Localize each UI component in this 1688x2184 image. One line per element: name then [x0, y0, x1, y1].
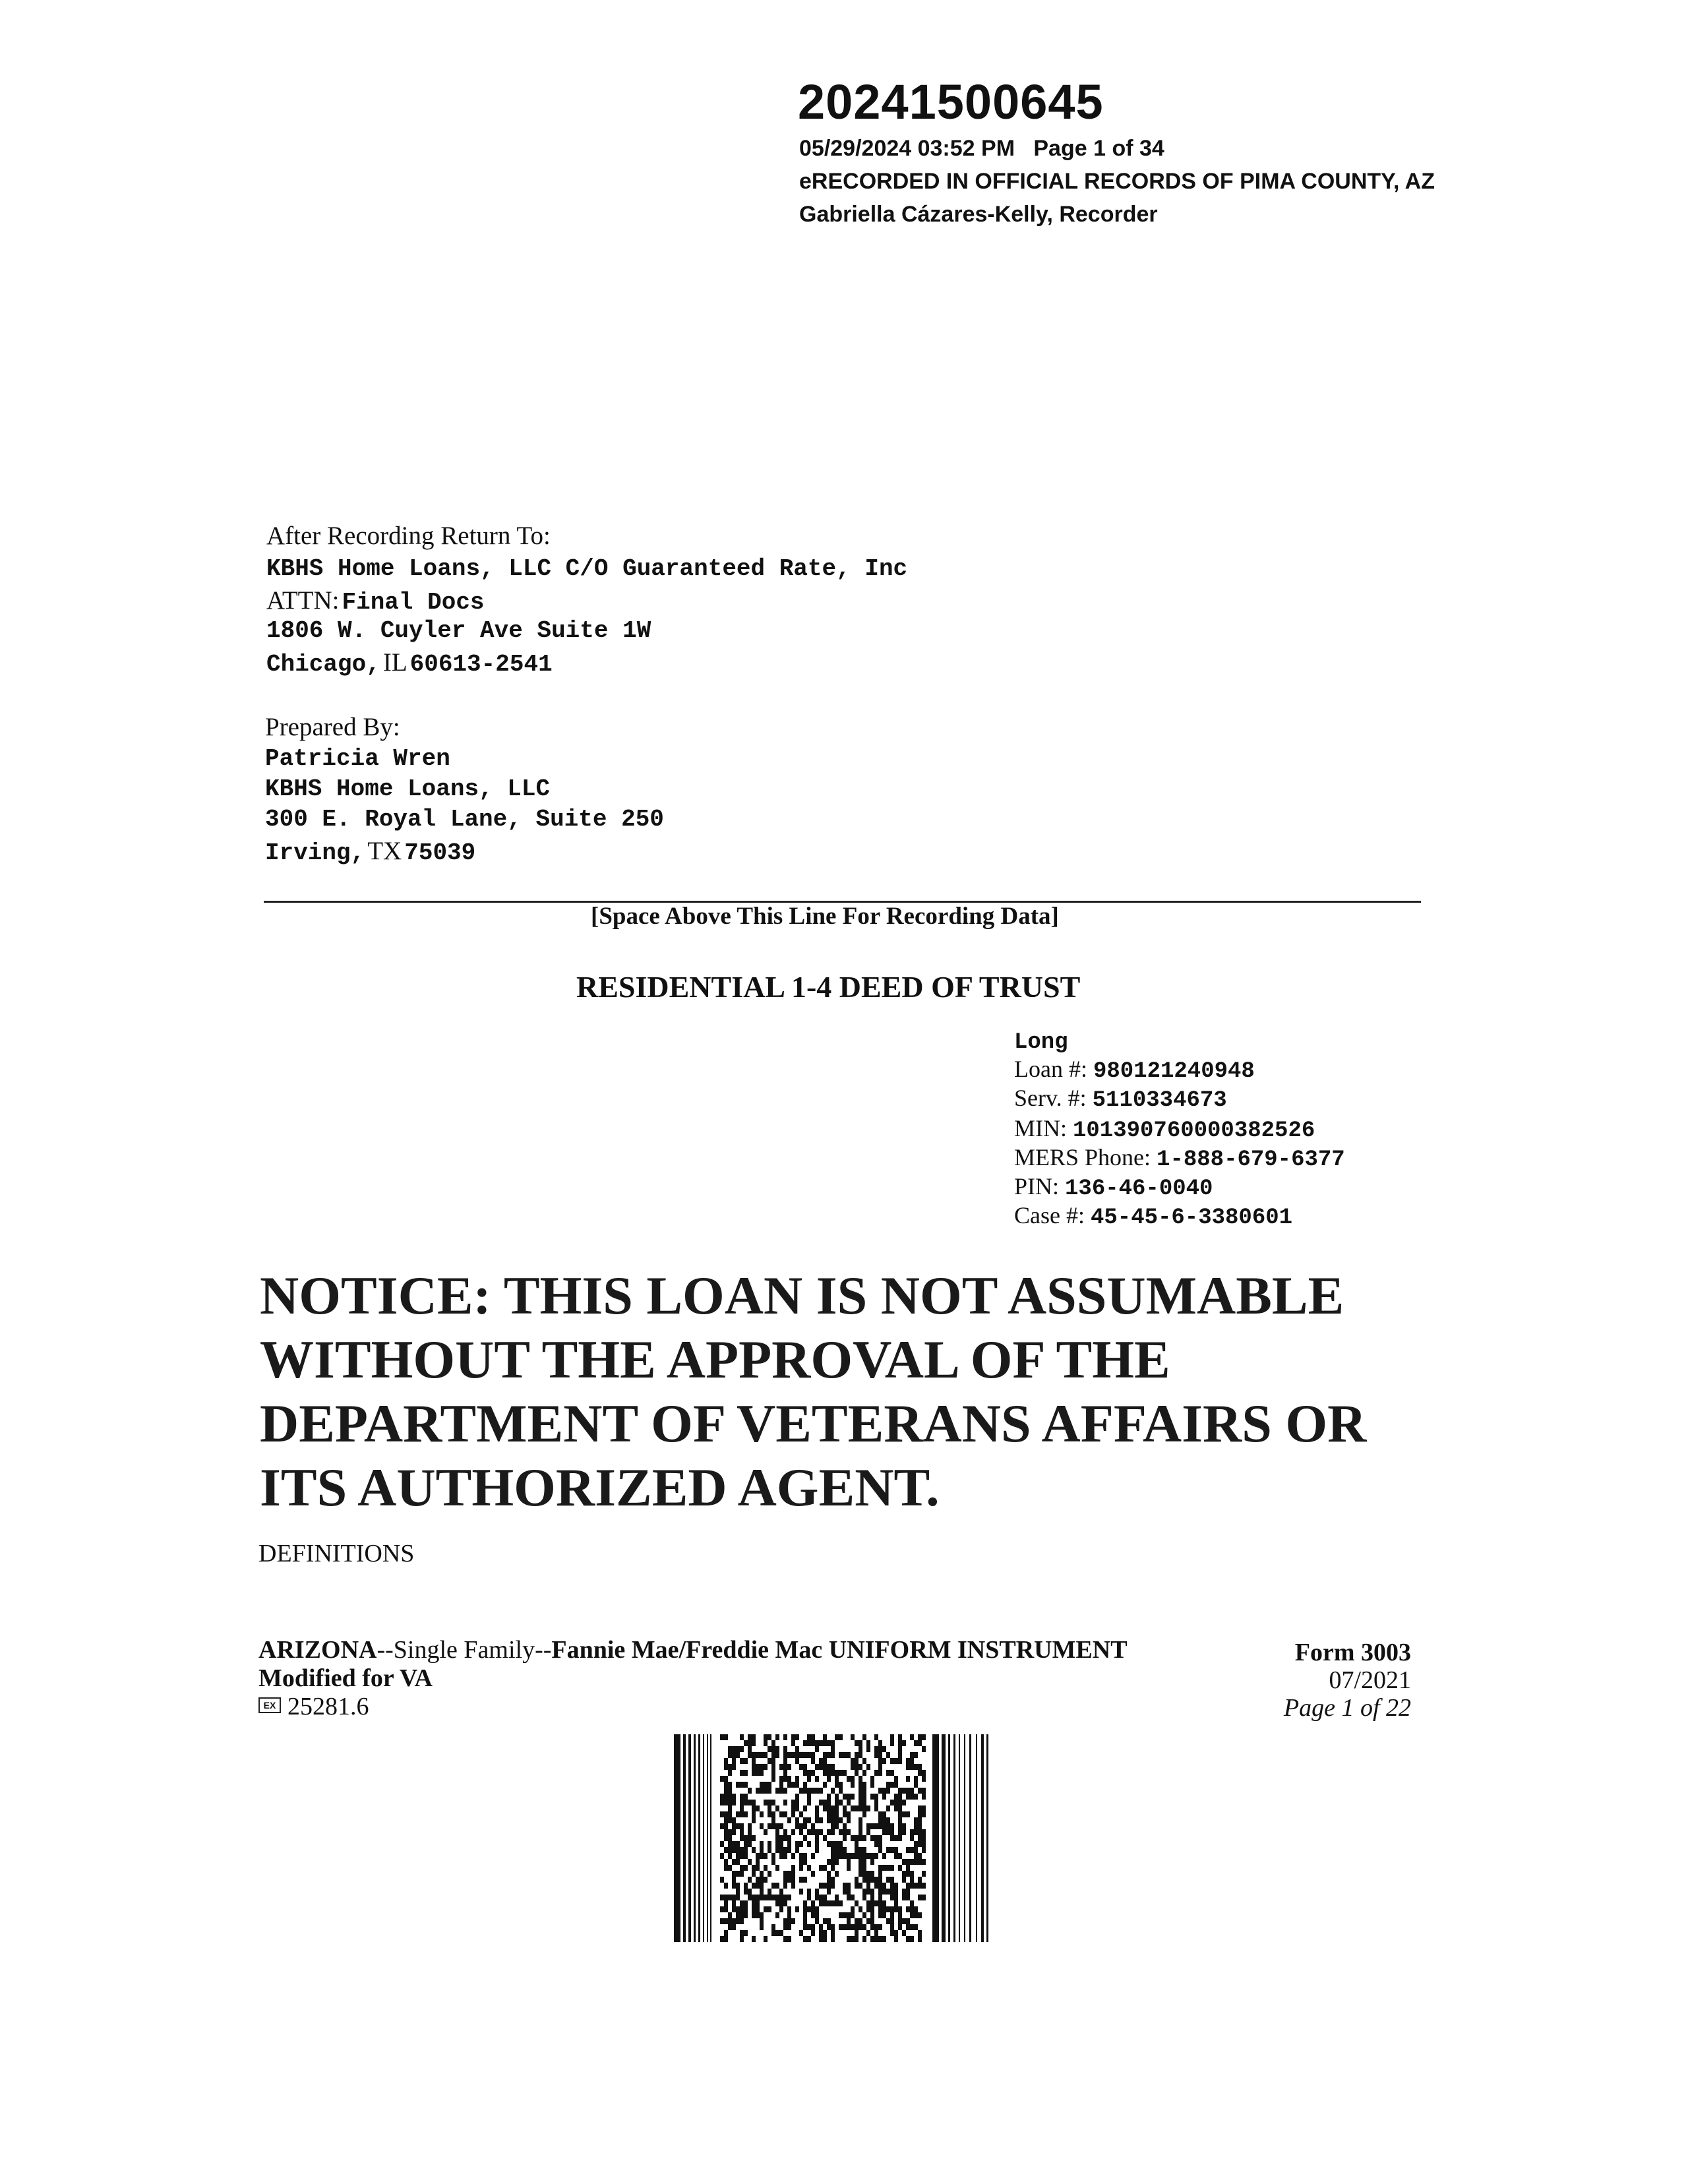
mers-phone-label: MERS Phone:: [1014, 1144, 1151, 1170]
borrower-name: Long: [1014, 1030, 1068, 1055]
return-to-state: IL: [382, 648, 407, 677]
footer-family: --Single Family--: [377, 1636, 552, 1664]
return-to-city-line: [266, 648, 553, 678]
prepared-by-name: Patricia Wren: [265, 745, 450, 772]
form-box-icon: EX: [258, 1697, 281, 1713]
min-value: 101390760000382526: [1073, 1118, 1315, 1143]
return-to-city: Chicago,: [266, 651, 380, 678]
pdf417-barcode: [674, 1734, 990, 1942]
attn-label: ATTN:: [266, 586, 340, 615]
recording-date-line: [799, 136, 1164, 162]
loan-number-label: Loan #:: [1014, 1056, 1087, 1082]
prepared-by-state: TX: [367, 837, 402, 865]
recording-date-time: 05/29/2024 03:52 PM: [799, 136, 1015, 161]
return-to-address: 1806 W. Cuyler Ave Suite 1W: [266, 617, 651, 644]
serv-number-label: Serv. #:: [1014, 1085, 1087, 1111]
pin-value: 136-46-0040: [1065, 1176, 1213, 1201]
definitions-heading: DEFINITIONS: [258, 1540, 415, 1567]
footer-instrument: Fannie Mae/Freddie Mac UNIFORM INSTRUMENT: [551, 1636, 1128, 1664]
prepared-by-zip: 75039: [404, 839, 476, 866]
prepared-by-city: Irving,: [265, 839, 365, 866]
prepared-by-company: KBHS Home Loans, LLC: [265, 775, 551, 803]
return-to-line1: KBHS Home Loans, LLC C/O Guaranteed Rate, Inc: [266, 555, 908, 582]
prepared-by-label: Prepared By:: [265, 713, 400, 741]
recorder-name: Gabriella Cázares-Kelly, Recorder: [799, 202, 1158, 227]
mers-phone-value: 1-888-679-6377: [1157, 1147, 1345, 1172]
space-above-label: [Space Above This Line For Recording Data]: [591, 903, 1059, 930]
recording-page-info: Page 1 of 34: [1033, 136, 1164, 161]
case-row: [1014, 1201, 1292, 1230]
footer-instrument-line: [258, 1635, 1128, 1664]
pin-row: [1014, 1172, 1213, 1201]
serv-number-value: 5110334673: [1092, 1088, 1227, 1113]
prepared-by-address: 300 E. Royal Lane, Suite 250: [265, 806, 664, 833]
recorded-text: eRECORDED IN OFFICIAL RECORDS OF PIMA COUNTY, AZ: [799, 169, 1435, 194]
footer-form-number: Form 3003: [1294, 1639, 1411, 1666]
return-to-label: After Recording Return To:: [266, 522, 551, 550]
return-to-zip: 60613-2541: [409, 651, 553, 678]
document-number: 20241500645: [798, 75, 1104, 129]
footer-page-number: Page 1 of 22: [1283, 1694, 1411, 1722]
loan-number-row: [1014, 1055, 1255, 1084]
footer-form-code: 25281.6: [287, 1693, 369, 1720]
footer-form-date: 07/2021: [1329, 1666, 1411, 1694]
loan-number-value: 980121240948: [1093, 1059, 1255, 1084]
case-label: Case #:: [1014, 1202, 1085, 1228]
prepared-by-city-line: [265, 836, 475, 866]
min-row: [1014, 1114, 1315, 1143]
serv-number-row: [1014, 1084, 1227, 1113]
footer-state: ARIZONA: [258, 1636, 377, 1664]
pin-label: PIN:: [1014, 1173, 1060, 1199]
va-assumption-notice: NOTICE: THIS LOAN IS NOT ASSUMABLE WITHOUT THE APPROVAL OF THE DEPARTMENT OF VETERANS AFFAIRS OR ITS AUTHORIZED AGENT.: [260, 1265, 1367, 1517]
return-to-attn: [266, 586, 485, 616]
document-title: RESIDENTIAL 1-4 DEED OF TRUST: [576, 970, 1081, 1004]
min-label: MIN:: [1014, 1115, 1067, 1141]
attn-value: Final Docs: [342, 589, 485, 616]
mers-phone-row: [1014, 1143, 1345, 1172]
footer-modified: Modified for VA: [258, 1664, 433, 1692]
case-value: 45-45-6-3380601: [1090, 1205, 1293, 1230]
